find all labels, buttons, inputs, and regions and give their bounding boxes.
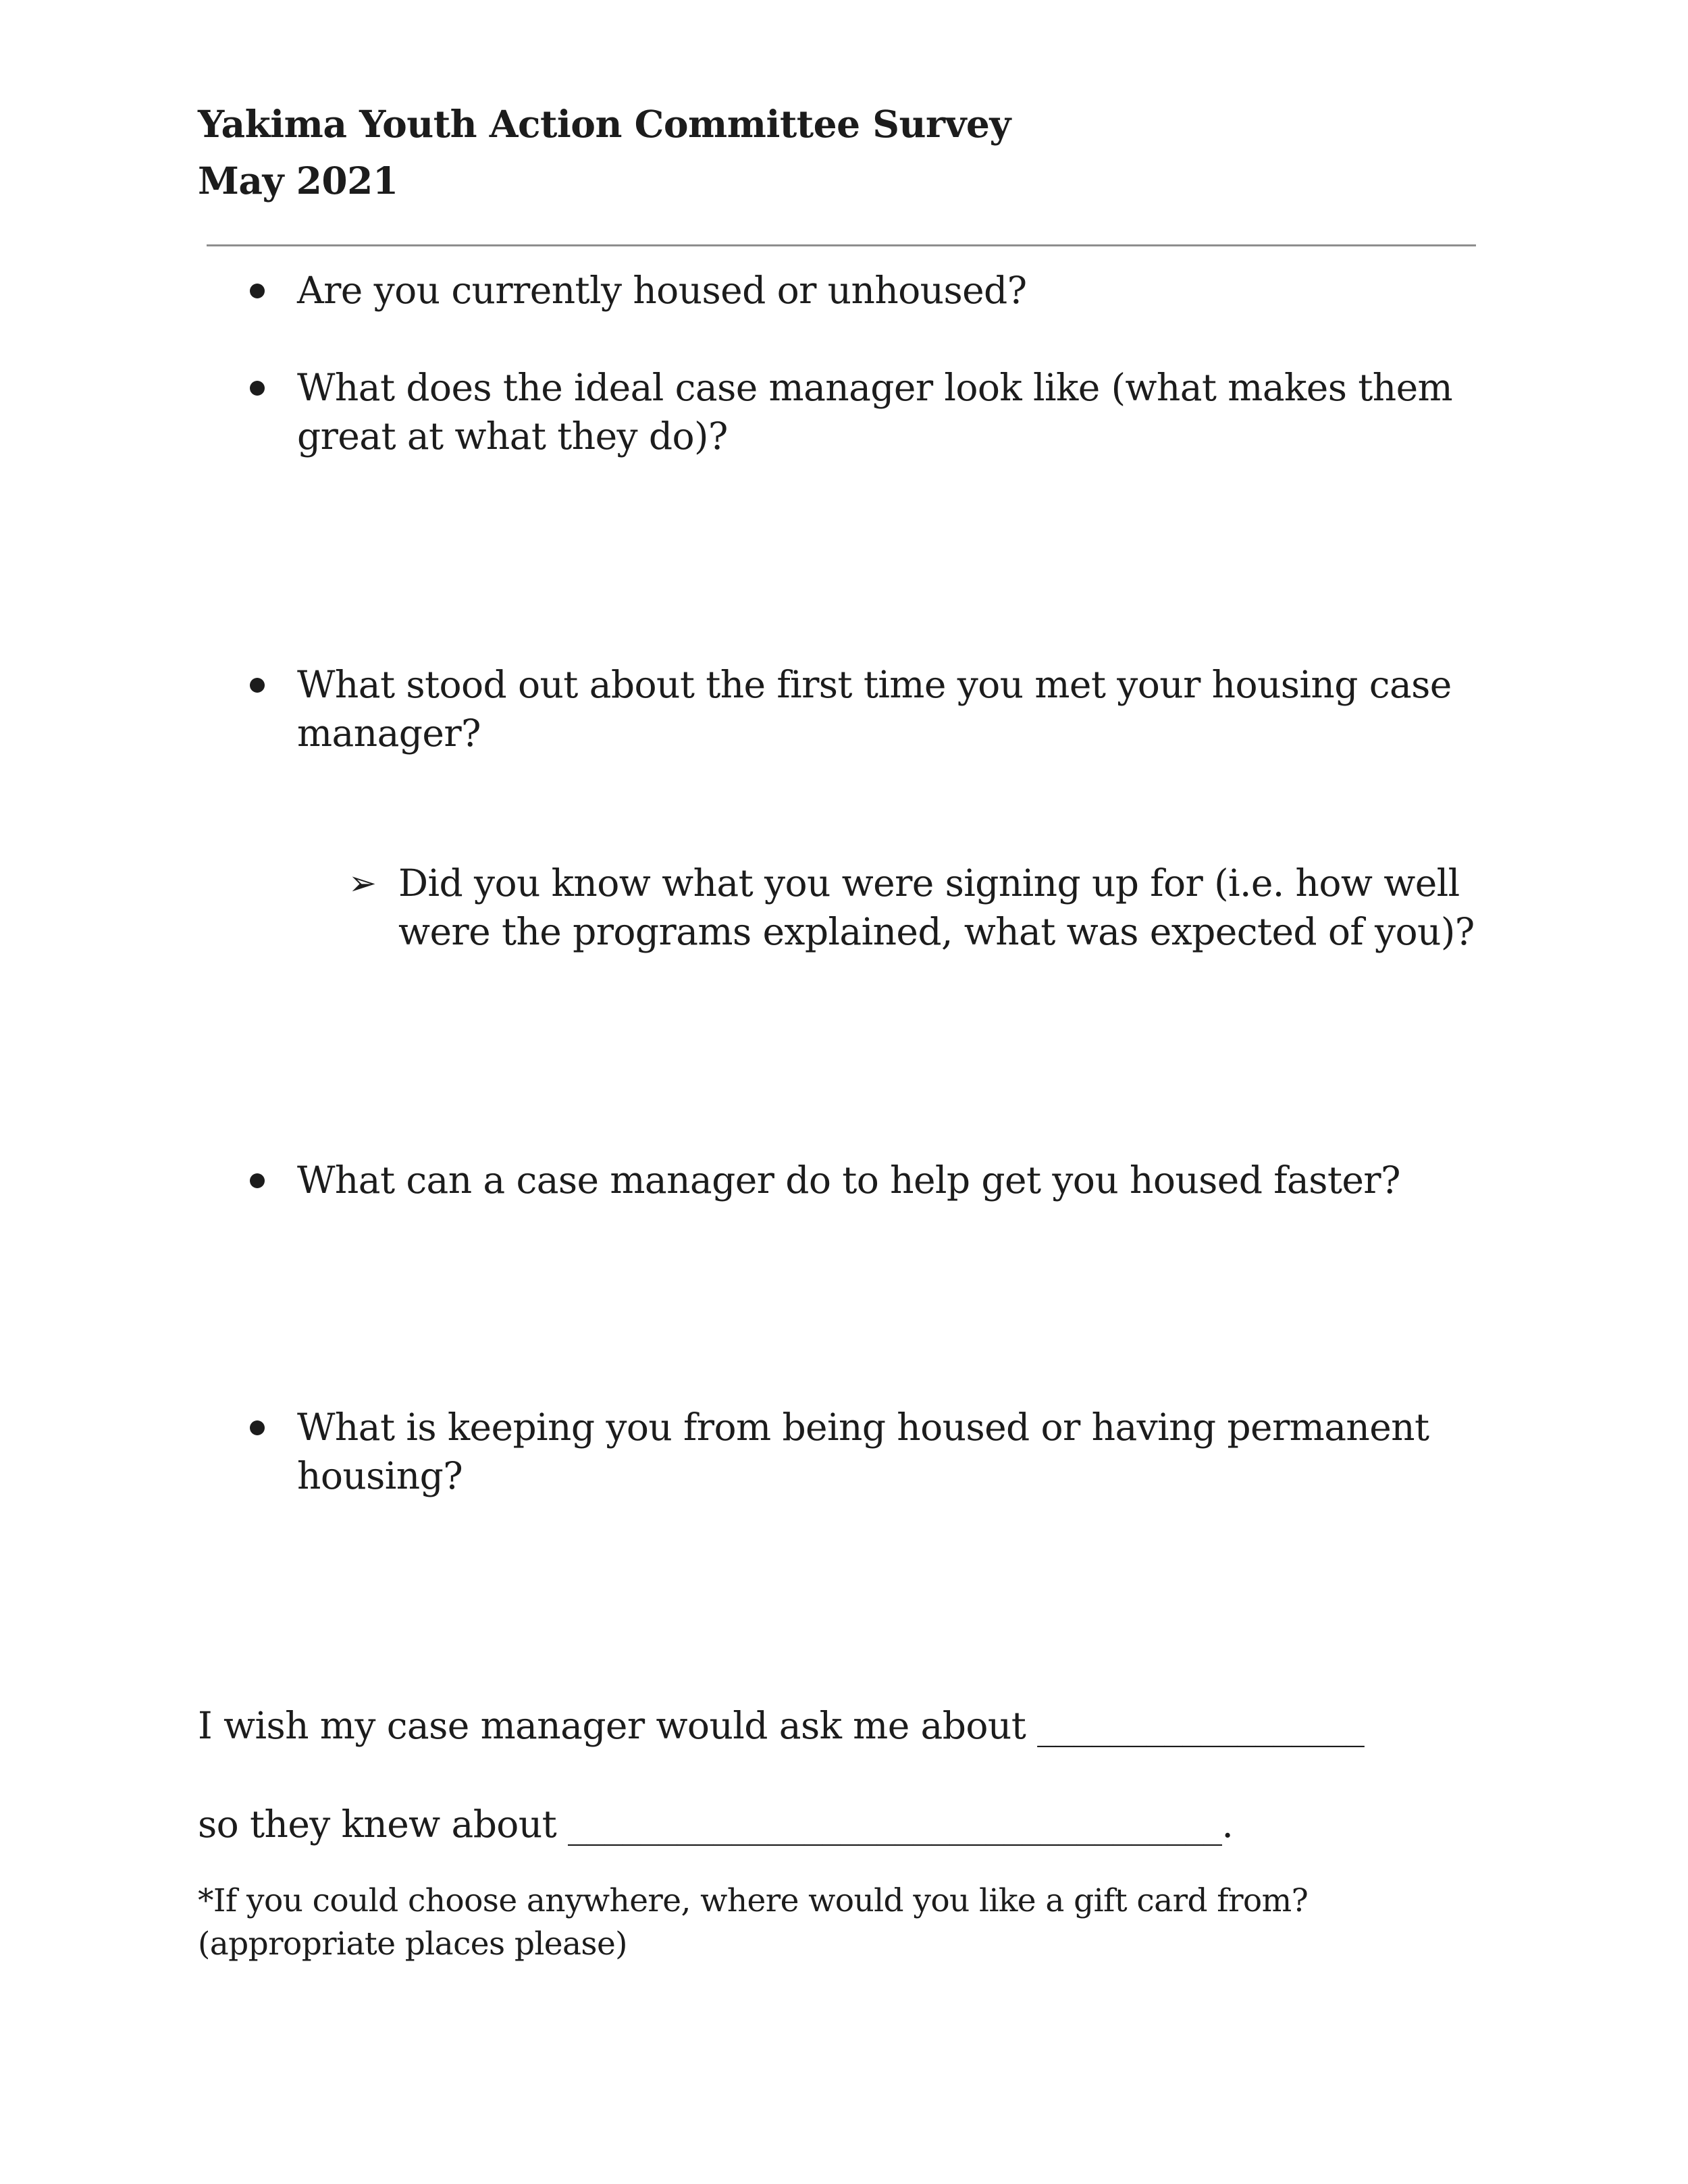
fill-in-line-2: so they knew about ____________________________________. bbox=[198, 1803, 1234, 1846]
bullet-icon bbox=[250, 678, 265, 693]
question-4: What can a case manager do to help get you housed faster? bbox=[297, 1158, 1400, 1202]
survey-title-text: Yakima Youth Action Committee Survey bbox=[198, 102, 1011, 146]
question-1: Are you currently housed or unhoused? bbox=[297, 269, 1027, 312]
header-divider bbox=[207, 244, 1476, 246]
survey-date: May 2021 bbox=[198, 159, 398, 203]
sub-question-1: Did you know what you were signing up for (i.e. how well were the programs explained, what was expected of you)? bbox=[398, 861, 1475, 953]
question-2: What does the ideal case manager look like (what makes them great at what they do)? bbox=[297, 366, 1453, 458]
fill-in-line-1: I wish my case manager would ask me about __________________ bbox=[198, 1704, 1365, 1747]
survey-title bbox=[198, 96, 1011, 209]
bullet-icon bbox=[250, 1420, 265, 1435]
question-3: What stood out about the first time you met your housing case manager? bbox=[297, 663, 1452, 755]
bullet-icon bbox=[250, 284, 265, 298]
bullet-icon bbox=[250, 1173, 265, 1188]
question-5: What is keeping you from being housed or having permanent housing? bbox=[297, 1406, 1429, 1497]
bullet-icon bbox=[250, 381, 265, 396]
gift-card-note: *If you could choose anywhere, where would you like a gift card from? (appropriate places please) bbox=[198, 1882, 1309, 1963]
arrow-bullet-icon: ➢ bbox=[348, 863, 377, 903]
